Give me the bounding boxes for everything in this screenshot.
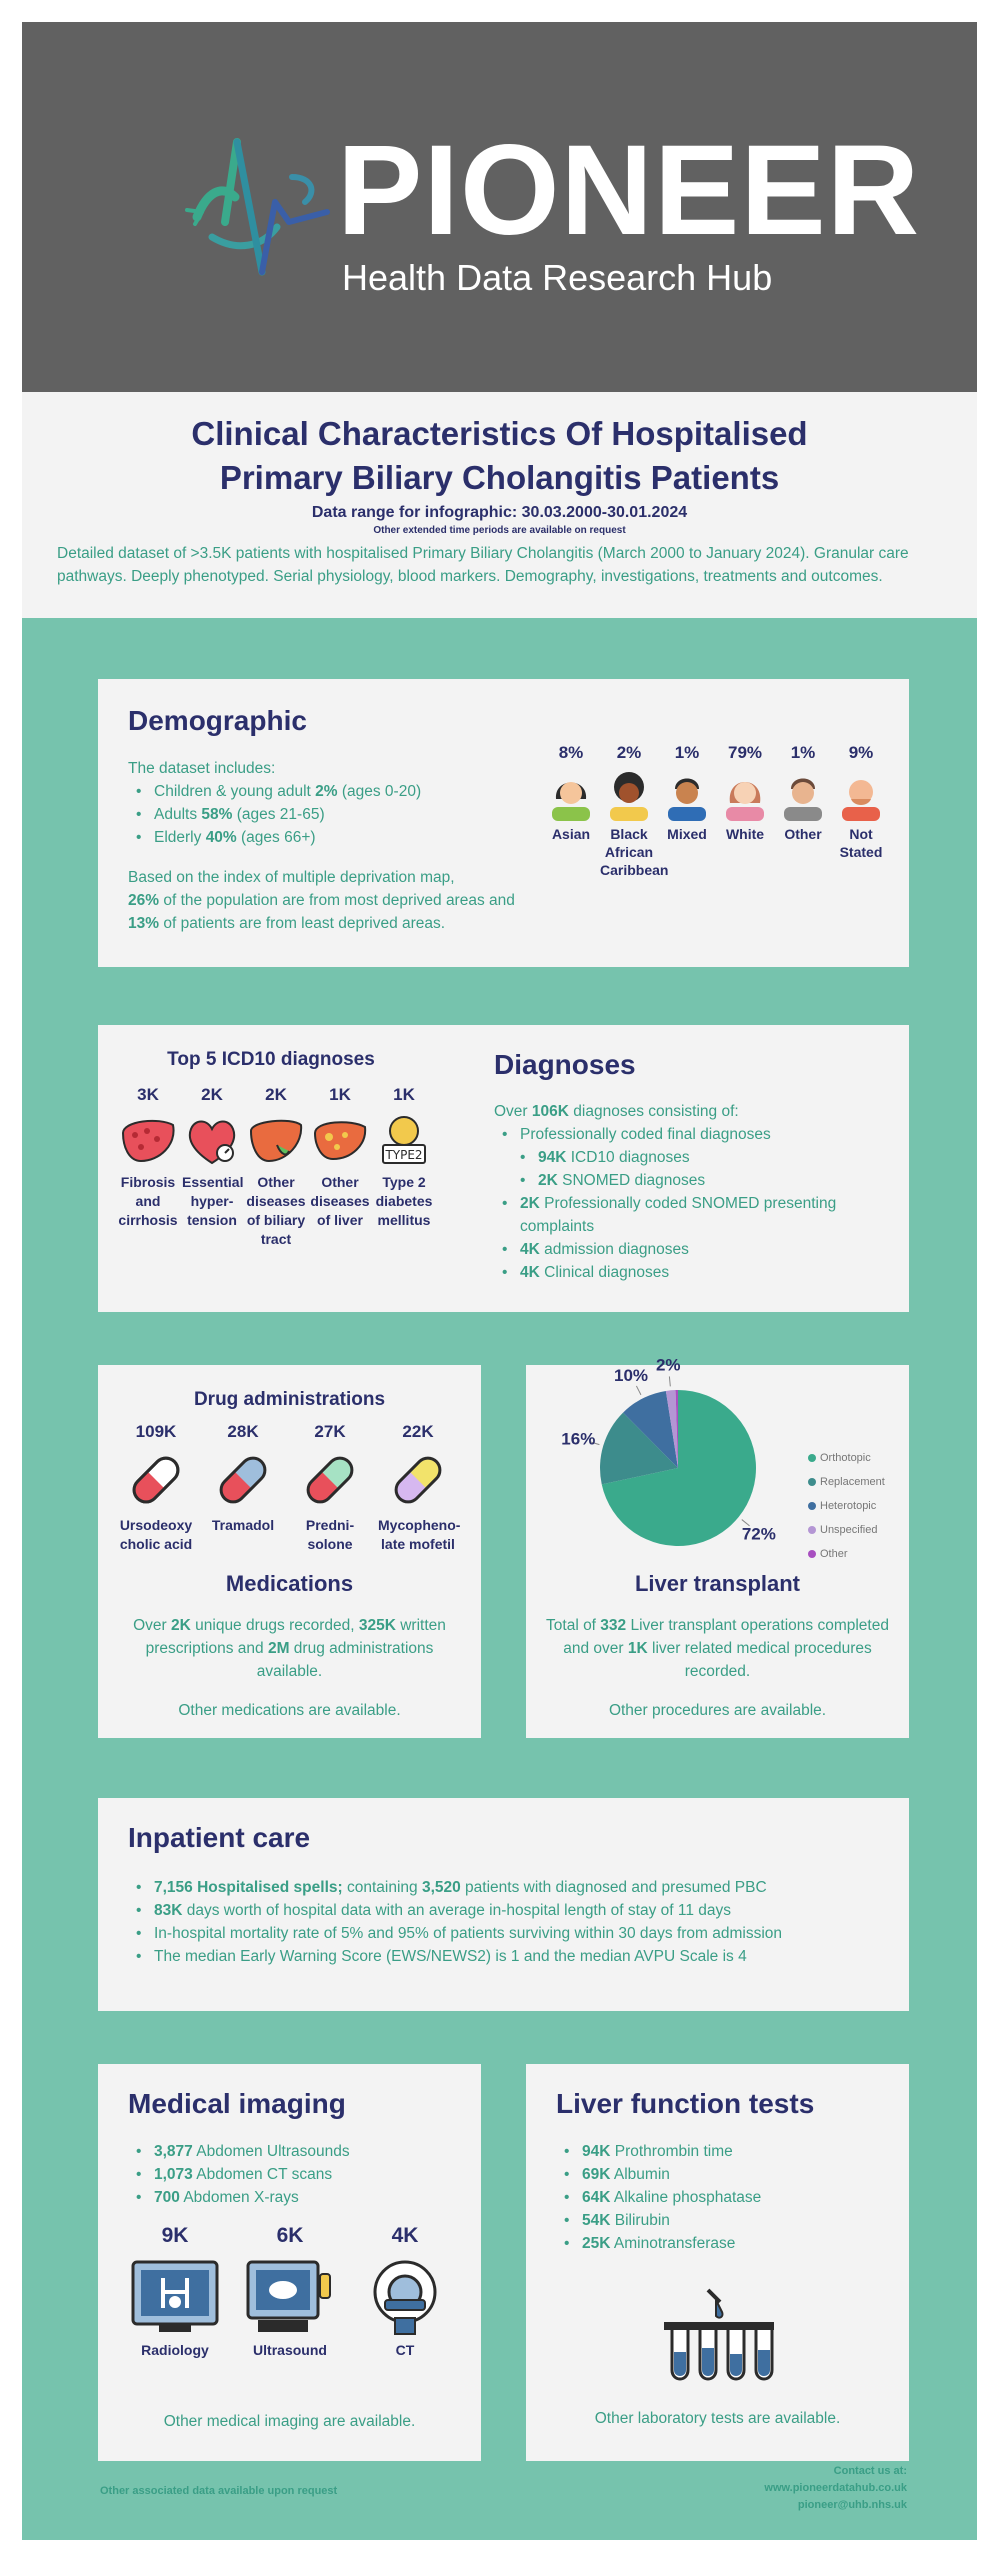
imaging-value: 4K [391, 2224, 419, 2247]
pie-leader-line [669, 1376, 670, 1386]
dataset-description: Detailed dataset of >3.5K patients with hospitalised Primary Biliary Cholangitis (March 2000 to January 2024). Granular care pathways. Deeply phenotyped. Serial physiology, blood markers. Demography, investigations, treatments and outcomes. [57, 545, 909, 585]
inpatient-item: • 83K days worth of hospital data with an average in-hospital length of stay of 11 days [128, 1899, 898, 1922]
ethnicity-pct: 2% [616, 743, 642, 762]
ultrasound-icon [244, 2258, 336, 2338]
liver-function-tests-title: Liver function tests [556, 2088, 815, 2119]
lft-item: • 94K Prothrombin time [556, 2140, 896, 2163]
title-line-1: Clinical Characteristics Of Hospitalised [191, 415, 808, 452]
drug-tramadol [203, 1422, 283, 1535]
ethnicity-pct: 9% [848, 743, 874, 762]
transplant-text: Total of 332 Liver transplant operations completed and over 1K liver related medical procedures recorded. [546, 1617, 889, 1680]
footer-note: Other associated data available upon request [100, 2485, 338, 2497]
imaging-list [128, 2140, 468, 2209]
imaging-label: Ultrasound [253, 2342, 327, 2358]
inpatient-title: Inpatient care [128, 1822, 311, 1853]
age-item: • Adults 58% (ages 21-65) [128, 803, 528, 826]
icd-fibrosis [118, 1085, 178, 1230]
ethnicity-label: Black African Caribbean [600, 826, 669, 878]
liver-cirrhosis-icon [119, 1115, 177, 1167]
icd-biliary [246, 1085, 306, 1249]
ethnicity-label: Mixed [667, 826, 707, 842]
ethnicity-label: White [725, 826, 765, 842]
legend-item: Heterotopic [808, 1494, 885, 1518]
imaging-item: • 700 Abdomen X-rays [128, 2186, 468, 2209]
drug-label: Tramadol [211, 1517, 275, 1533]
top5-icd10-title: Top 5 ICD10 diagnoses [167, 1049, 375, 1070]
medications-title: Medications [225, 1571, 354, 1596]
medical-imaging-title: Medical imaging [128, 2088, 346, 2119]
type2-diabetes-icon [375, 1115, 433, 1167]
person-not-stated-icon [838, 769, 884, 821]
medications-text: Over 2K unique drugs recorded, 325K written prescriptions and 2M drug administrations available. [133, 1617, 446, 1680]
icd-diabetes [374, 1085, 434, 1230]
age-item: • Children & young adult 2% (ages 0-20) [128, 780, 528, 803]
diagnosis-subitem: • 2K SNOMED diagnoses [494, 1169, 894, 1192]
diagnoses-card [98, 1025, 909, 1312]
icd-label: Fibrosis and cirrhosis [118, 1174, 178, 1228]
diagnosis-item: • 2K Professionally coded SNOMED presenting complaints [494, 1192, 894, 1238]
logo-subtitle: Health Data Research Hub [342, 257, 773, 298]
contact-block [622, 2463, 907, 2514]
legend-item: Other [808, 1542, 885, 1566]
imaging-ultrasound [235, 2224, 345, 2358]
drug-value: 22K [402, 1422, 434, 1441]
medications-card [98, 1365, 481, 1738]
title-line-2: Primary Biliary Cholangitis Patients [219, 459, 780, 496]
ethnicity-pct: 79% [727, 743, 763, 762]
contact-label: Contact us at: [833, 2465, 907, 2477]
includes-label: The dataset includes: [128, 760, 276, 777]
diagnosis-item: • 4K admission diagnoses [494, 1238, 894, 1261]
demographic-text [128, 757, 528, 849]
ethnicity-label: Not Stated [839, 826, 883, 860]
diagnosis-item: • Professionally coded final diagnoses • 94K ICD10 diagnoses • 2K SNOMED diagnoses [494, 1123, 894, 1192]
drug-label: Predni-solone [305, 1517, 355, 1552]
page-title [22, 412, 977, 500]
drug-administrations-title: Drug administrations [193, 1389, 386, 1410]
liver-function-tests-card [526, 2064, 909, 2461]
person-asian-icon [548, 769, 594, 821]
icd-value: 1K [393, 1085, 415, 1104]
inpatient-item: • 7,156 Hospitalised spells; containing 3,520 patients with diagnosed and presumed PBC [128, 1876, 898, 1899]
capsule-green-icon [300, 1450, 360, 1510]
liver-transplant-title: Liver transplant [634, 1571, 801, 1596]
imaging-label: Radiology [141, 2342, 209, 2358]
ethnicity-mixed [658, 743, 716, 843]
drug-label: Mycopheno-late mofetil [378, 1517, 461, 1552]
ethnicity-white [716, 743, 774, 843]
infographic-page [22, 22, 977, 2540]
diagnoses-list: Over 106K diagnoses consisting of: • Professionally coded final diagnoses • 94K ICD10 diagnoses • 2K SNOMED diagnoses • 2K Professionally coded SNOMED presenting complaints • 4K admission diagnoses • 4K Clinical diagnoses [494, 1100, 894, 1284]
ethnicity-pct: 1% [674, 743, 700, 762]
data-range: Data range for infographic: 30.03.2000-30.01.2024 [311, 504, 688, 521]
imaging-item: • 3,877 Abdomen Ultrasounds [128, 2140, 468, 2163]
drug-label: Ursodeoxy cholic acid [119, 1517, 193, 1552]
capsule-yellow-icon [388, 1450, 448, 1510]
lft-list [556, 2140, 896, 2255]
other-medications-note: Other medications are available. [178, 1702, 401, 1719]
icd-value: 1K [329, 1085, 351, 1104]
lft-item: • 54K Bilirubin [556, 2209, 896, 2232]
pie-data-label: 10% [613, 1366, 649, 1386]
legend-item: Replacement [808, 1470, 885, 1494]
imaging-label: CT [395, 2342, 415, 2358]
inpatient-list [128, 1876, 898, 1968]
ethnicity-pct: 8% [558, 743, 584, 762]
ethnicity-asian [542, 743, 600, 843]
other-procedures-note: Other procedures are available. [608, 1702, 827, 1719]
data-range-note: Other extended time periods are available on request [373, 525, 626, 536]
diagnosis-subitem: • 94K ICD10 diagnoses [494, 1146, 894, 1169]
email-link[interactable]: pioneer@uhb.nhs.uk [797, 2499, 907, 2511]
liver-icon [247, 1115, 305, 1167]
drug-prednisolone [290, 1422, 370, 1554]
pie-leader-line [636, 1386, 641, 1395]
heart-icon [183, 1115, 241, 1167]
intro-section [22, 392, 977, 618]
ethnicity-pct: 1% [790, 743, 816, 762]
icd-liver [310, 1085, 370, 1230]
pie-data-label: 72% [741, 1524, 776, 1544]
lft-item: • 69K Albumin [556, 2163, 896, 2186]
svg-text:TYPE2: TYPE2 [385, 1148, 423, 1162]
person-black-icon [606, 769, 652, 821]
imaging-item: • 1,073 Abdomen CT scans [128, 2163, 468, 2186]
website-link[interactable]: www.pioneerdatahub.co.uk [764, 2482, 907, 2494]
ethnicity-label: Other [784, 826, 822, 842]
ethnicity-not-stated [832, 743, 890, 861]
pie-data-label: 2% [655, 1355, 681, 1375]
icd-label: Other diseases of biliary tract [246, 1174, 306, 1247]
drug-value: 28K [227, 1422, 259, 1441]
pioneer-logo-icon [177, 122, 347, 302]
liver-disease-icon [311, 1115, 369, 1167]
inpatient-card [98, 1798, 909, 2011]
legend-item: Orthotopic [808, 1446, 885, 1470]
icd-value: 2K [265, 1085, 287, 1104]
other-lab-tests-note: Other laboratory tests are available. [594, 2410, 841, 2427]
other-imaging-note: Other medical imaging are available. [163, 2413, 416, 2430]
icd-label: Other diseases of liver [310, 1174, 370, 1228]
logo-wordmark: PIONEER [337, 119, 921, 262]
person-mixed-icon [664, 769, 710, 821]
lft-item: • 64K Alkaline phosphatase [556, 2186, 896, 2209]
legend-item: Unspecified [808, 1518, 885, 1542]
drug-mycophenolate [378, 1422, 461, 1554]
icd-label: Essential hyper-tension [182, 1174, 244, 1228]
icd-value: 3K [137, 1085, 159, 1104]
imaging-radiology [120, 2224, 230, 2358]
imaging-value: 9K [161, 2224, 189, 2247]
capsule-red-icon [126, 1450, 186, 1510]
ethnicity-black [600, 743, 669, 879]
medical-imaging-card [98, 2064, 481, 2461]
imaging-value: 6K [276, 2224, 304, 2247]
drug-value: 27K [314, 1422, 346, 1441]
lft-item: • 25K Aminotransferase [556, 2232, 896, 2255]
age-list [128, 780, 528, 849]
drug-value: 109K [135, 1422, 177, 1441]
inpatient-item: • The median Early Warning Score (EWS/NEWS2) is 1 and the median AVPU Scale is 4 [128, 1945, 898, 1968]
ethnicity-other [774, 743, 832, 843]
person-white-icon [722, 769, 768, 821]
inpatient-item: • In-hospital mortality rate of 5% and 95% of patients surviving within 30 days from admission [128, 1922, 898, 1945]
diagnoses-title: Diagnoses [494, 1049, 636, 1080]
imaging-ct [350, 2224, 460, 2358]
age-item: • Elderly 40% (ages 66+) [128, 826, 528, 849]
demographic-card [98, 679, 909, 967]
pie-data-label: 16% [561, 1429, 596, 1449]
diagnosis-item: • 4K Clinical diagnoses [494, 1261, 894, 1284]
test-tubes-icon [656, 2286, 781, 2390]
capsule-blue-icon [213, 1450, 273, 1510]
demographic-title: Demographic [128, 705, 307, 736]
icd-label: Type 2 diabetes mellitus [375, 1174, 433, 1228]
header-banner [22, 22, 977, 392]
drug-ursodeoxycholic [116, 1422, 196, 1554]
deprivation-text: Based on the index of multiple deprivation map, 26% of the population are from most deprived areas and 13% of patients are from least deprived areas. [128, 869, 515, 932]
ethnicity-label: Asian [551, 826, 591, 842]
person-other-icon [780, 769, 826, 821]
radiology-icon [129, 2258, 221, 2338]
ct-scanner-icon [359, 2258, 451, 2338]
icd-hypertension [182, 1085, 242, 1230]
icd-value: 2K [201, 1085, 223, 1104]
pie-legend [808, 1446, 885, 1566]
